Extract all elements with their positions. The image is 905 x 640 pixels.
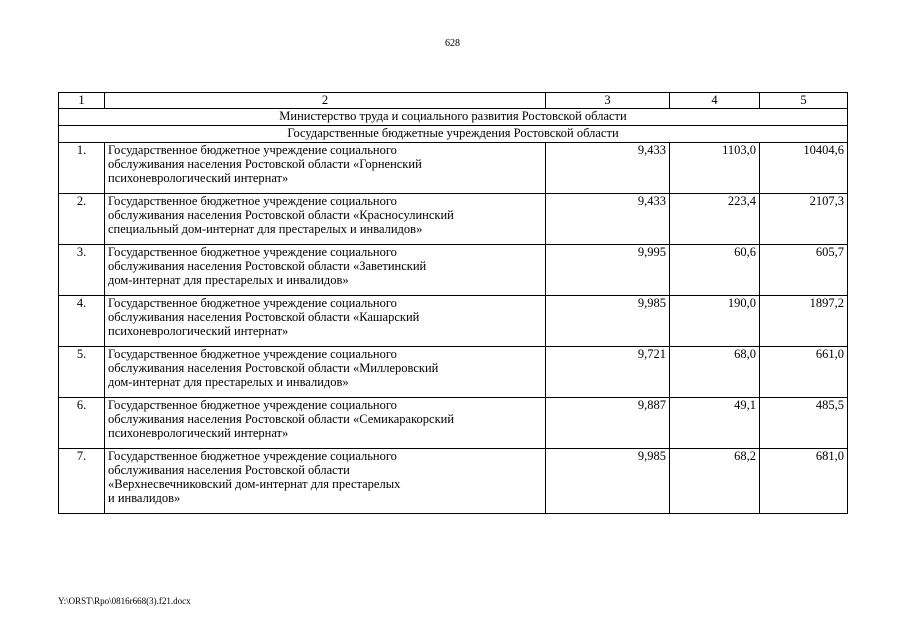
value-col-3: 9,721 [546, 347, 670, 398]
institution-name-line: Государственное бюджетное учреждение социального [108, 296, 397, 310]
value-col-3: 9,433 [546, 194, 670, 245]
section-title-institutions: Государственные бюджетные учреждения Ростовской области [59, 126, 848, 143]
table-row [59, 194, 848, 245]
value-col-3: 9,995 [546, 245, 670, 296]
row-number: 7. [59, 449, 105, 514]
header-cell-1: 1 [59, 93, 105, 109]
section-title-ministry: Министерство труда и социального развития Ростовской области [59, 109, 848, 126]
institution-name-line: дом-интернат для престарелых и инвалидов» [108, 273, 349, 287]
header-cell-3: 3 [546, 93, 670, 109]
data-table [58, 92, 848, 514]
header-cell-4: 4 [670, 93, 760, 109]
institution-name-line: обслуживания населения Ростовской области «Кашарский [108, 310, 420, 324]
value-col-4: 68,0 [670, 347, 760, 398]
institution-name-line: Государственное бюджетное учреждение социального [108, 347, 397, 361]
value-col-5: 1897,2 [760, 296, 848, 347]
institution-name-line: психоневрологический интернат» [108, 324, 289, 338]
value-col-4: 68,2 [670, 449, 760, 514]
institution-name-line: обслуживания населения Ростовской области «Красносулинский [108, 208, 454, 222]
row-number: 5. [59, 347, 105, 398]
table-row [59, 449, 848, 514]
value-col-4: 60,6 [670, 245, 760, 296]
institution-name [105, 449, 546, 514]
value-col-5: 661,0 [760, 347, 848, 398]
table-row [59, 296, 848, 347]
institution-name-line: Государственное бюджетное учреждение социального [108, 245, 397, 259]
institution-name-line: «Верхнесвечниковский дом-интернат для престарелых [108, 477, 401, 491]
value-col-3: 9,985 [546, 296, 670, 347]
institution-name-line: обслуживания населения Ростовской области «Горненский [108, 157, 422, 171]
institution-name-line: психоневрологический интернат» [108, 171, 289, 185]
table-row [59, 143, 848, 194]
row-number: 2. [59, 194, 105, 245]
page-number: 628 [445, 38, 460, 49]
value-col-4: 223,4 [670, 194, 760, 245]
institution-name-line: психоневрологический интернат» [108, 426, 289, 440]
institution-name [105, 347, 546, 398]
institution-name [105, 143, 546, 194]
institution-name-line: обслуживания населения Ростовской области «Семикаракорский [108, 412, 455, 426]
section-row-institutions [59, 126, 848, 143]
institution-name-line: Государственное бюджетное учреждение социального [108, 143, 397, 157]
institution-name-line: и инвалидов» [108, 491, 181, 505]
row-number: 1. [59, 143, 105, 194]
table-row [59, 245, 848, 296]
value-col-3: 9,887 [546, 398, 670, 449]
institution-name-line: Государственное бюджетное учреждение социального [108, 194, 397, 208]
institution-name-line: Государственное бюджетное учреждение социального [108, 449, 397, 463]
row-number: 6. [59, 398, 105, 449]
value-col-4: 1103,0 [670, 143, 760, 194]
section-row-ministry [59, 109, 848, 126]
value-col-3: 9,433 [546, 143, 670, 194]
value-col-5: 2107,3 [760, 194, 848, 245]
institution-name-line: обслуживания населения Ростовской области [108, 463, 350, 477]
header-cell-2: 2 [105, 93, 546, 109]
header-cell-5: 5 [760, 93, 848, 109]
institution-name-line: Государственное бюджетное учреждение социального [108, 398, 397, 412]
institution-name-line: специальный дом-интернат для престарелых и инвалидов» [108, 222, 423, 236]
table-header-row [59, 93, 848, 109]
institution-name [105, 398, 546, 449]
table-row [59, 398, 848, 449]
institution-name [105, 194, 546, 245]
value-col-5: 10404,6 [760, 143, 848, 194]
value-col-3: 9,985 [546, 449, 670, 514]
value-col-4: 49,1 [670, 398, 760, 449]
institution-name-line: обслуживания населения Ростовской области «Заветинский [108, 259, 427, 273]
row-number: 3. [59, 245, 105, 296]
value-col-5: 605,7 [760, 245, 848, 296]
row-number: 4. [59, 296, 105, 347]
institution-name-line: обслуживания населения Ростовской области «Миллеровский [108, 361, 439, 375]
value-col-5: 681,0 [760, 449, 848, 514]
footer-file-path: Y:\ORST\Rpo\0816r668(3).f21.docx [58, 596, 191, 606]
table-row [59, 347, 848, 398]
institution-name-line: дом-интернат для престарелых и инвалидов» [108, 375, 349, 389]
institution-name [105, 296, 546, 347]
value-col-4: 190,0 [670, 296, 760, 347]
institution-name [105, 245, 546, 296]
value-col-5: 485,5 [760, 398, 848, 449]
